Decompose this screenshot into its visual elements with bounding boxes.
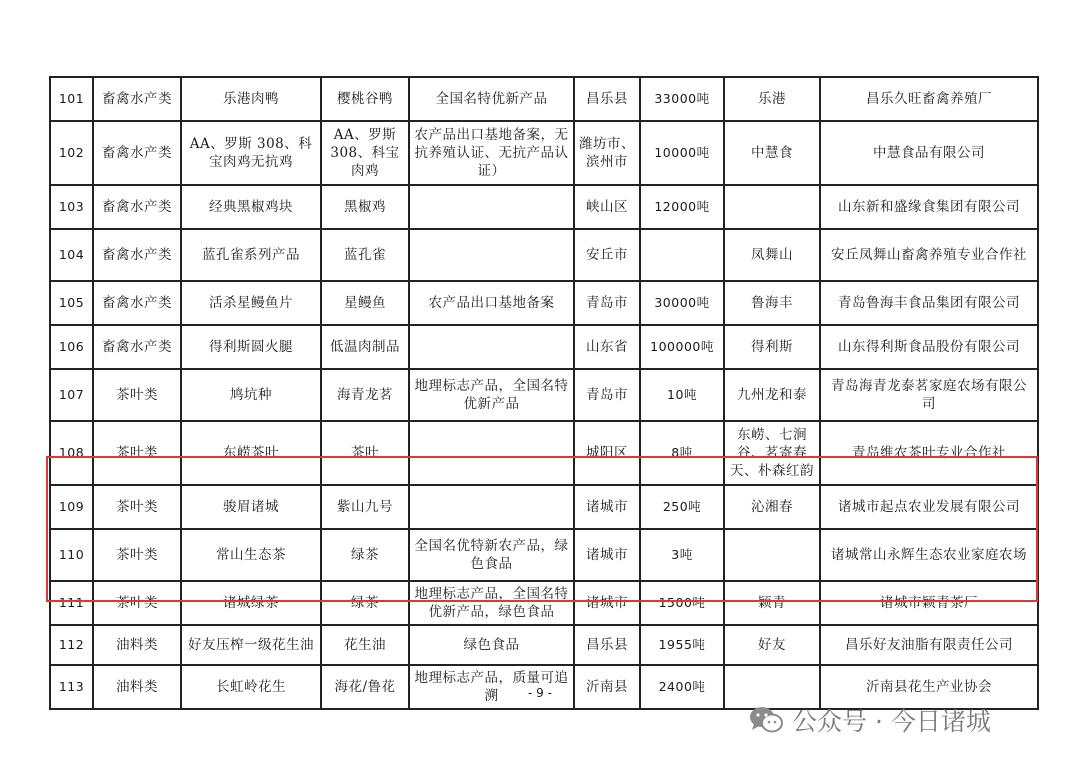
row-number: 108 xyxy=(50,421,93,485)
row-number: 111 xyxy=(50,581,93,625)
product-cell: 乐港肉鸭 xyxy=(181,77,321,121)
product-cell: 长虹岭花生 xyxy=(181,665,321,709)
company-cell: 昌乐好友油脂有限责任公司 xyxy=(820,625,1038,665)
table-row xyxy=(50,325,1038,369)
variety-cell: 黑椒鸡 xyxy=(321,185,409,229)
row-number: 113 xyxy=(50,665,93,709)
output-cell: 3吨 xyxy=(640,529,724,581)
output-cell: 1955吨 xyxy=(640,625,724,665)
certification-cell xyxy=(409,325,574,369)
variety-cell: 星鳗鱼 xyxy=(321,281,409,325)
origin-cell: 沂南县 xyxy=(574,665,640,709)
brand-cell: 沁湘春 xyxy=(724,485,820,529)
company-cell: 诸城市颖青茶厂 xyxy=(820,581,1038,625)
output-cell: 1500吨 xyxy=(640,581,724,625)
certification-cell xyxy=(409,185,574,229)
table-row xyxy=(50,421,1038,485)
row-number: 102 xyxy=(50,121,93,185)
table-row xyxy=(50,485,1038,529)
category-cell: 畜禽水产类 xyxy=(93,121,181,185)
variety-cell: 绿茶 xyxy=(321,581,409,625)
output-cell: 2400吨 xyxy=(640,665,724,709)
origin-cell: 潍坊市、滨州市 xyxy=(574,121,640,185)
certification-cell: 地理标志产品，全国名特优新产品，绿色食品 xyxy=(409,581,574,625)
watermark xyxy=(748,702,991,738)
table-row xyxy=(50,185,1038,229)
brand-cell: 鲁海丰 xyxy=(724,281,820,325)
origin-cell: 青岛市 xyxy=(574,281,640,325)
company-cell: 中慧食品有限公司 xyxy=(820,121,1038,185)
company-cell: 昌乐久旺畜禽养殖厂 xyxy=(820,77,1038,121)
certification-cell: 地理标志产品，全国名特优新产品 xyxy=(409,369,574,421)
output-cell: 250吨 xyxy=(640,485,724,529)
brand-cell xyxy=(724,529,820,581)
variety-cell: 花生油 xyxy=(321,625,409,665)
product-cell: 东崂茶叶 xyxy=(181,421,321,485)
output-cell: 100000吨 xyxy=(640,325,724,369)
output-cell: 30000吨 xyxy=(640,281,724,325)
table-row xyxy=(50,581,1038,625)
row-number: 112 xyxy=(50,625,93,665)
category-cell: 茶叶类 xyxy=(93,581,181,625)
origin-cell: 诸城市 xyxy=(574,485,640,529)
certification-cell xyxy=(409,485,574,529)
output-cell: 10000吨 xyxy=(640,121,724,185)
certification-cell: 全国名特优新产品 xyxy=(409,77,574,121)
brand-cell xyxy=(724,185,820,229)
category-cell: 畜禽水产类 xyxy=(93,281,181,325)
table-row xyxy=(50,625,1038,665)
table-row xyxy=(50,281,1038,325)
row-number: 106 xyxy=(50,325,93,369)
product-cell: AA、罗斯 308、科宝肉鸡无抗鸡 xyxy=(181,121,321,185)
certification-cell xyxy=(409,421,574,485)
variety-cell: AA、罗斯308、科宝肉鸡 xyxy=(321,121,409,185)
category-cell: 畜禽水产类 xyxy=(93,229,181,281)
table-row xyxy=(50,529,1038,581)
company-cell: 沂南县花生产业协会 xyxy=(820,665,1038,709)
origin-cell: 诸城市 xyxy=(574,529,640,581)
output-cell: 33000吨 xyxy=(640,77,724,121)
category-cell: 茶叶类 xyxy=(93,369,181,421)
variety-cell: 茶叶 xyxy=(321,421,409,485)
row-number: 101 xyxy=(50,77,93,121)
category-cell: 茶叶类 xyxy=(93,421,181,485)
origin-cell: 山东省 xyxy=(574,325,640,369)
table-row xyxy=(50,369,1038,421)
table-row xyxy=(50,121,1038,185)
brand-cell: 乐港 xyxy=(724,77,820,121)
origin-cell: 安丘市 xyxy=(574,229,640,281)
brand-cell: 得利斯 xyxy=(724,325,820,369)
certification-cell: 全国名优特新农产品，绿色食品 xyxy=(409,529,574,581)
table-row xyxy=(50,77,1038,121)
company-cell: 青岛海青龙泰茗家庭农场有限公司 xyxy=(820,369,1038,421)
output-cell xyxy=(640,229,724,281)
category-cell: 畜禽水产类 xyxy=(93,185,181,229)
certification-cell: 绿色食品 xyxy=(409,625,574,665)
company-cell: 安丘凤舞山畜禽养殖专业合作社 xyxy=(820,229,1038,281)
brand-cell: 颖青 xyxy=(724,581,820,625)
category-cell: 茶叶类 xyxy=(93,485,181,529)
origin-cell: 昌乐县 xyxy=(574,625,640,665)
brand-cell: 九州龙和泰 xyxy=(724,369,820,421)
origin-cell: 峡山区 xyxy=(574,185,640,229)
output-cell: 10吨 xyxy=(640,369,724,421)
product-cell: 得利斯圆火腿 xyxy=(181,325,321,369)
product-cell: 蓝孔雀系列产品 xyxy=(181,229,321,281)
origin-cell: 青岛市 xyxy=(574,369,640,421)
certification-cell: 农产品出口基地备案，无抗养殖认证、无抗产品认证） xyxy=(409,121,574,185)
row-number: 104 xyxy=(50,229,93,281)
origin-cell: 昌乐县 xyxy=(574,77,640,121)
category-cell: 畜禽水产类 xyxy=(93,325,181,369)
variety-cell: 蓝孔雀 xyxy=(321,229,409,281)
output-cell: 12000吨 xyxy=(640,185,724,229)
product-cell: 骏眉诸城 xyxy=(181,485,321,529)
variety-cell: 樱桃谷鸭 xyxy=(321,77,409,121)
product-cell: 经典黑椒鸡块 xyxy=(181,185,321,229)
output-cell: 8吨 xyxy=(640,421,724,485)
company-cell: 山东新和盛缘食集团有限公司 xyxy=(820,185,1038,229)
wechat-icon xyxy=(748,705,784,735)
variety-cell: 绿茶 xyxy=(321,529,409,581)
table-row xyxy=(50,229,1038,281)
product-table xyxy=(49,76,1039,710)
product-cell: 好友压榨一级花生油 xyxy=(181,625,321,665)
product-cell: 诸城绿茶 xyxy=(181,581,321,625)
category-cell: 茶叶类 xyxy=(93,529,181,581)
brand-cell: 中慧食 xyxy=(724,121,820,185)
variety-cell: 紫山九号 xyxy=(321,485,409,529)
company-cell: 诸城市起点农业发展有限公司 xyxy=(820,485,1038,529)
row-number: 103 xyxy=(50,185,93,229)
watermark-text: 公众号 · 今日诸城 xyxy=(792,707,991,736)
brand-cell: 凤舞山 xyxy=(724,229,820,281)
company-cell: 青岛鲁海丰食品集团有限公司 xyxy=(820,281,1038,325)
variety-cell: 海青龙茗 xyxy=(321,369,409,421)
row-number: 107 xyxy=(50,369,93,421)
company-cell: 青岛维农茶叶专业合作社 xyxy=(820,421,1038,485)
row-number: 110 xyxy=(50,529,93,581)
product-cell: 活杀星鳗鱼片 xyxy=(181,281,321,325)
brand-cell: 好友 xyxy=(724,625,820,665)
product-cell: 常山生态茶 xyxy=(181,529,321,581)
row-number: 105 xyxy=(50,281,93,325)
product-cell: 鸠坑种 xyxy=(181,369,321,421)
row-number: 109 xyxy=(50,485,93,529)
page-number: - 9 - xyxy=(528,686,552,700)
variety-cell: 低温肉制品 xyxy=(321,325,409,369)
variety-cell: 海花/鲁花 xyxy=(321,665,409,709)
category-cell: 油料类 xyxy=(93,665,181,709)
certification-cell xyxy=(409,229,574,281)
category-cell: 畜禽水产类 xyxy=(93,77,181,121)
origin-cell: 诸城市 xyxy=(574,581,640,625)
certification-cell: 农产品出口基地备案 xyxy=(409,281,574,325)
certification-cell: 地理标志产品，质量可追溯 xyxy=(409,665,574,709)
company-cell: 诸城常山永辉生态农业家庭农场 xyxy=(820,529,1038,581)
origin-cell: 城阳区 xyxy=(574,421,640,485)
company-cell: 山东得利斯食品股份有限公司 xyxy=(820,325,1038,369)
category-cell: 油料类 xyxy=(93,625,181,665)
brand-cell: 东崂、七涧谷、茗寄春天、朴森红韵 xyxy=(724,421,820,485)
